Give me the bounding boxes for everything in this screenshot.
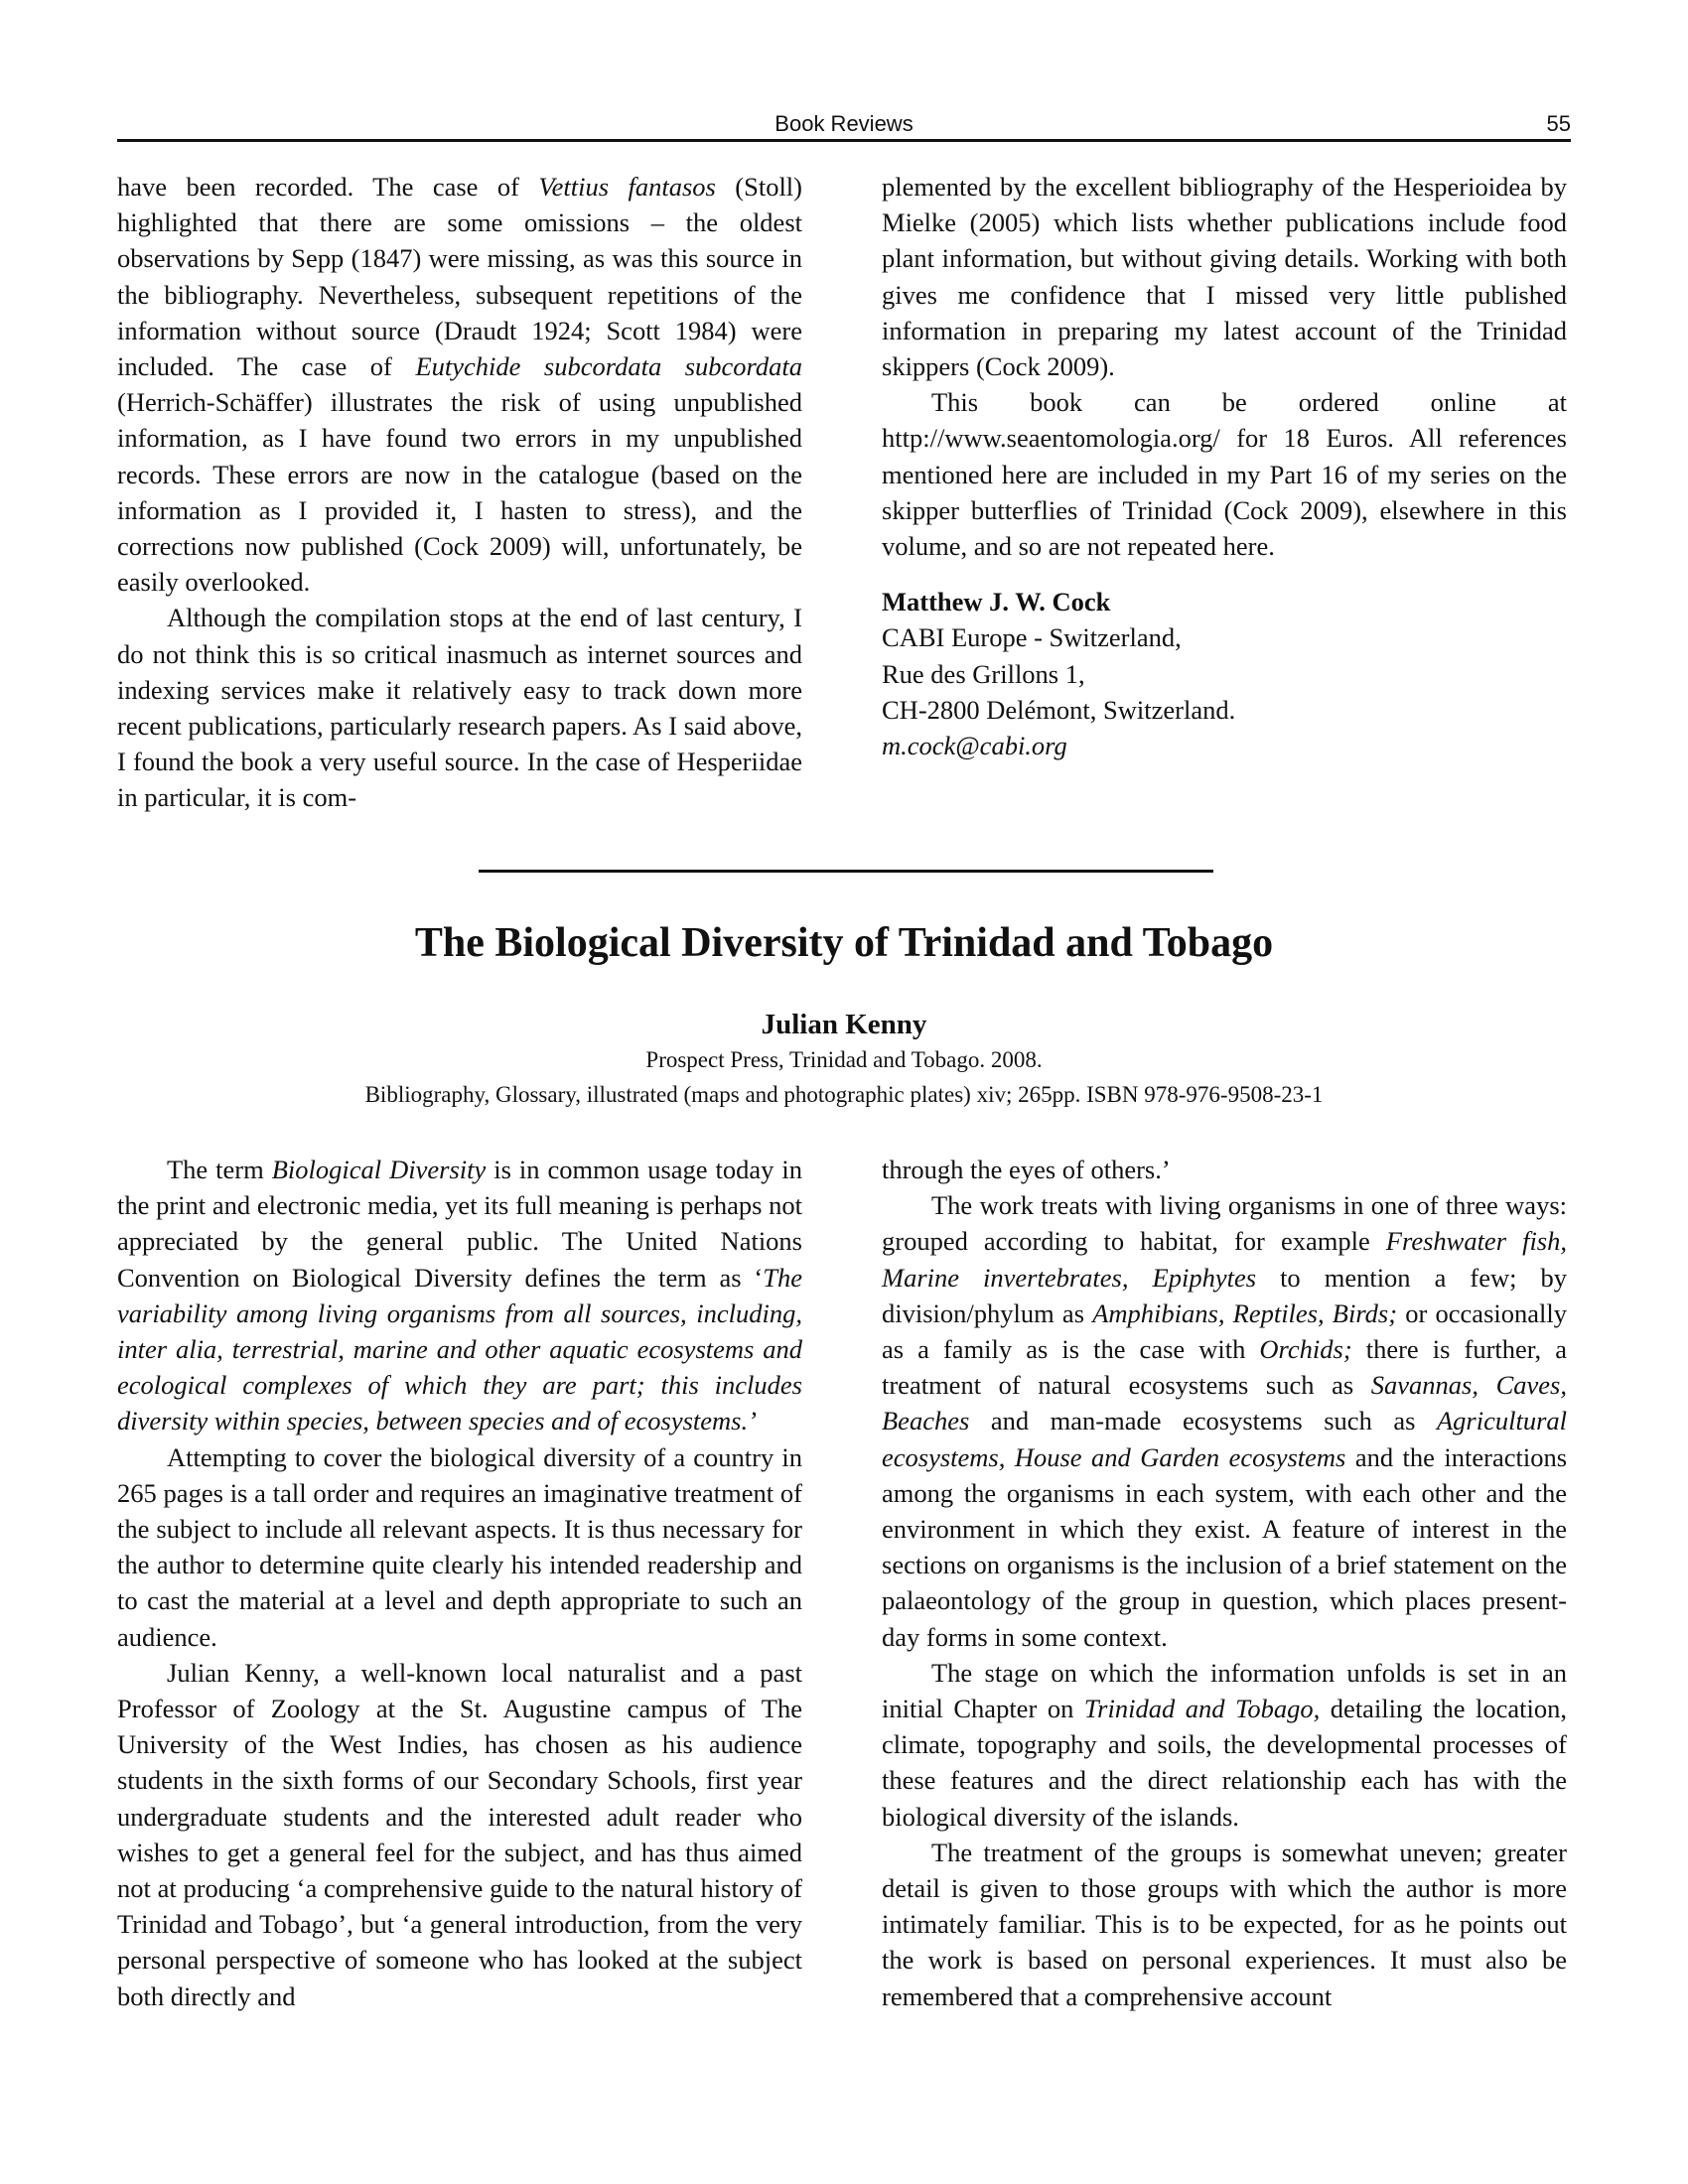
section-title: Book Reviews (774, 111, 914, 136)
paragraph: plemented by the excellent bibliography of the Hesperioidea by Mielke (2005) which lists whether publications include food plant information, but without giving details. Working with both gives me confidence that I missed very little published information in preparing my latest account of the Trinidad skippers (Cock 2009). (882, 172, 1567, 382)
review-title: The Biological Diversity of Trinidad and Tobago (414, 920, 1274, 966)
book-author: Julian Kenny (761, 1009, 927, 1040)
reviewer-city: CH-2800 Delémont, Switzerland. (882, 694, 1236, 725)
section-divider (479, 870, 1213, 873)
running-header (117, 111, 1571, 142)
paragraph: The stage on which the information unfolds is set in an initial Chapter on Trinidad and Tobago, detailing the location, climate, topography and soils, the developmental processes of these features and the direct relationship each has with the biological diversity of the islands. (882, 1657, 1567, 1832)
paragraph: The work treats with living organisms in one of three ways: grouped according to habitat, for example Freshwater fish, Marine invertebrates, Epiphytes to mention a few; by division/phylum as Amphibians, Reptiles, Birds; or occasionally as a family as is the case with Orchids; there is further, a treatment of natural ecosystems such as Savannas, Caves, Beaches and man-made ecosystems such as Agricultural ecosystems, House and Garden ecosystems and the interactions among the organisms in each system, with each other and the environment in which they exist. A feature of interest in the sections on organisms is the inclusion of a brief statement on the palaeontology of the group in question, which places present-day forms in some context. (882, 1190, 1568, 1652)
reviewer-signature (882, 584, 1567, 763)
review-left-column (117, 1152, 802, 2014)
paragraph: The treatment of the groups is somewhat uneven; greater detail is given to those groups with which the author is more intimately familiar. This is to be expected, for as he points out the work is based on personal experiences. It must also be remembered that a comprehensive account (882, 1837, 1567, 2011)
paragraph: Attempting to cover the biological diversity of a country in 265 pages is a tall order and requires an imaginative treatment of the subject to include all relevant aspects. It is thus necessary for the author to determine quite clearly his intended readership and to cast the material at a level and depth appropriate to such an audience. (117, 1441, 802, 1652)
paragraph: Julian Kenny, a well-known local naturalist and a past Professor of Zoology at the St. Augustine campus of The University of the West Indies, has chosen as his audience students in the sixth forms of our Secondary Schools, first year undergraduate students and the interested adult reader who wishes to get a general feel for the subject, and has thus aimed not at producing ‘a comprehensive guide to the natural history of Trinidad and Tobago’, but ‘a general introduction, from the very personal perspective of someone who has looked at the subject both directly and (117, 1657, 802, 2011)
reviewer-email: m.cock@cabi.org (882, 731, 1067, 761)
reviewer-name: Matthew J. W. Cock (882, 587, 1111, 617)
reviewer-affiliation: CABI Europe - Switzerland, (882, 622, 1182, 653)
review-right-column (882, 1152, 1567, 2014)
previous-review-left-column (117, 169, 802, 816)
reviewer-address: Rue des Grillons 1, (882, 658, 1085, 689)
previous-review-right-column (882, 169, 1567, 763)
paragraph: Although the compilation stops at the end of last century, I do not think this is so critical inasmuch as internet sources and indexing services make it relatively easy to track down more recent publications, particularly research papers. As I said above, I found the book a very useful source. In the case of Hesperiidae in particular, it is com- (117, 603, 802, 813)
paragraph: The term Biological Diversity is in common usage today in the print and electronic media, yet its full meaning is perhaps not appreciated by the general public. The United Nations Convention on Biological Diversity defines the term as ‘The variability among living organisms from all sources, including, inter alia, terrestrial, marine and other aquatic ecosystems and ecological complexes of which they are part; this includes diversity within species, between species and of ecosystems.’ (117, 1155, 802, 1436)
paragraph: through the eyes of others.’ (882, 1155, 1171, 1184)
paragraph: have been recorded. The case of Vettius fantasos (Stoll) highlighted that there are some omissions – the oldest observations by Sepp (1847) were missing, as was this source in the bibliography. Nevertheless, subsequent repetitions of the information without source (Draudt 1924; Scott 1984) were included. The case of Eutychide subcordata subcordata (Herrich-Schäffer) illustrates the risk of using unpublished information, as I have found two errors in my unpublished records. These errors are now in the catalogue (based on the information as I provided it, I hasten to stress), and the corrections now published (Cock 2009) will, unfortunately, be easily overlooked. (117, 172, 802, 598)
publisher-line: Prospect Press, Trinidad and Tobago. 2008. (645, 1047, 1043, 1072)
book-details-line: Bibliography, Glossary, illustrated (maps and photographic plates) xiv; 265pp. ISBN 978-976-9508-23-1 (364, 1082, 1324, 1107)
page-number: 55 (1546, 111, 1571, 136)
paragraph: This book can be ordered online at http://www.seaentomologia.org/ for 18 Euros. All references mentioned here are included in my Part 16 of my series on the skipper butterflies of Trinidad (Cock 2009), elsewhere in this volume, and so are not repeated here. (882, 387, 1567, 562)
